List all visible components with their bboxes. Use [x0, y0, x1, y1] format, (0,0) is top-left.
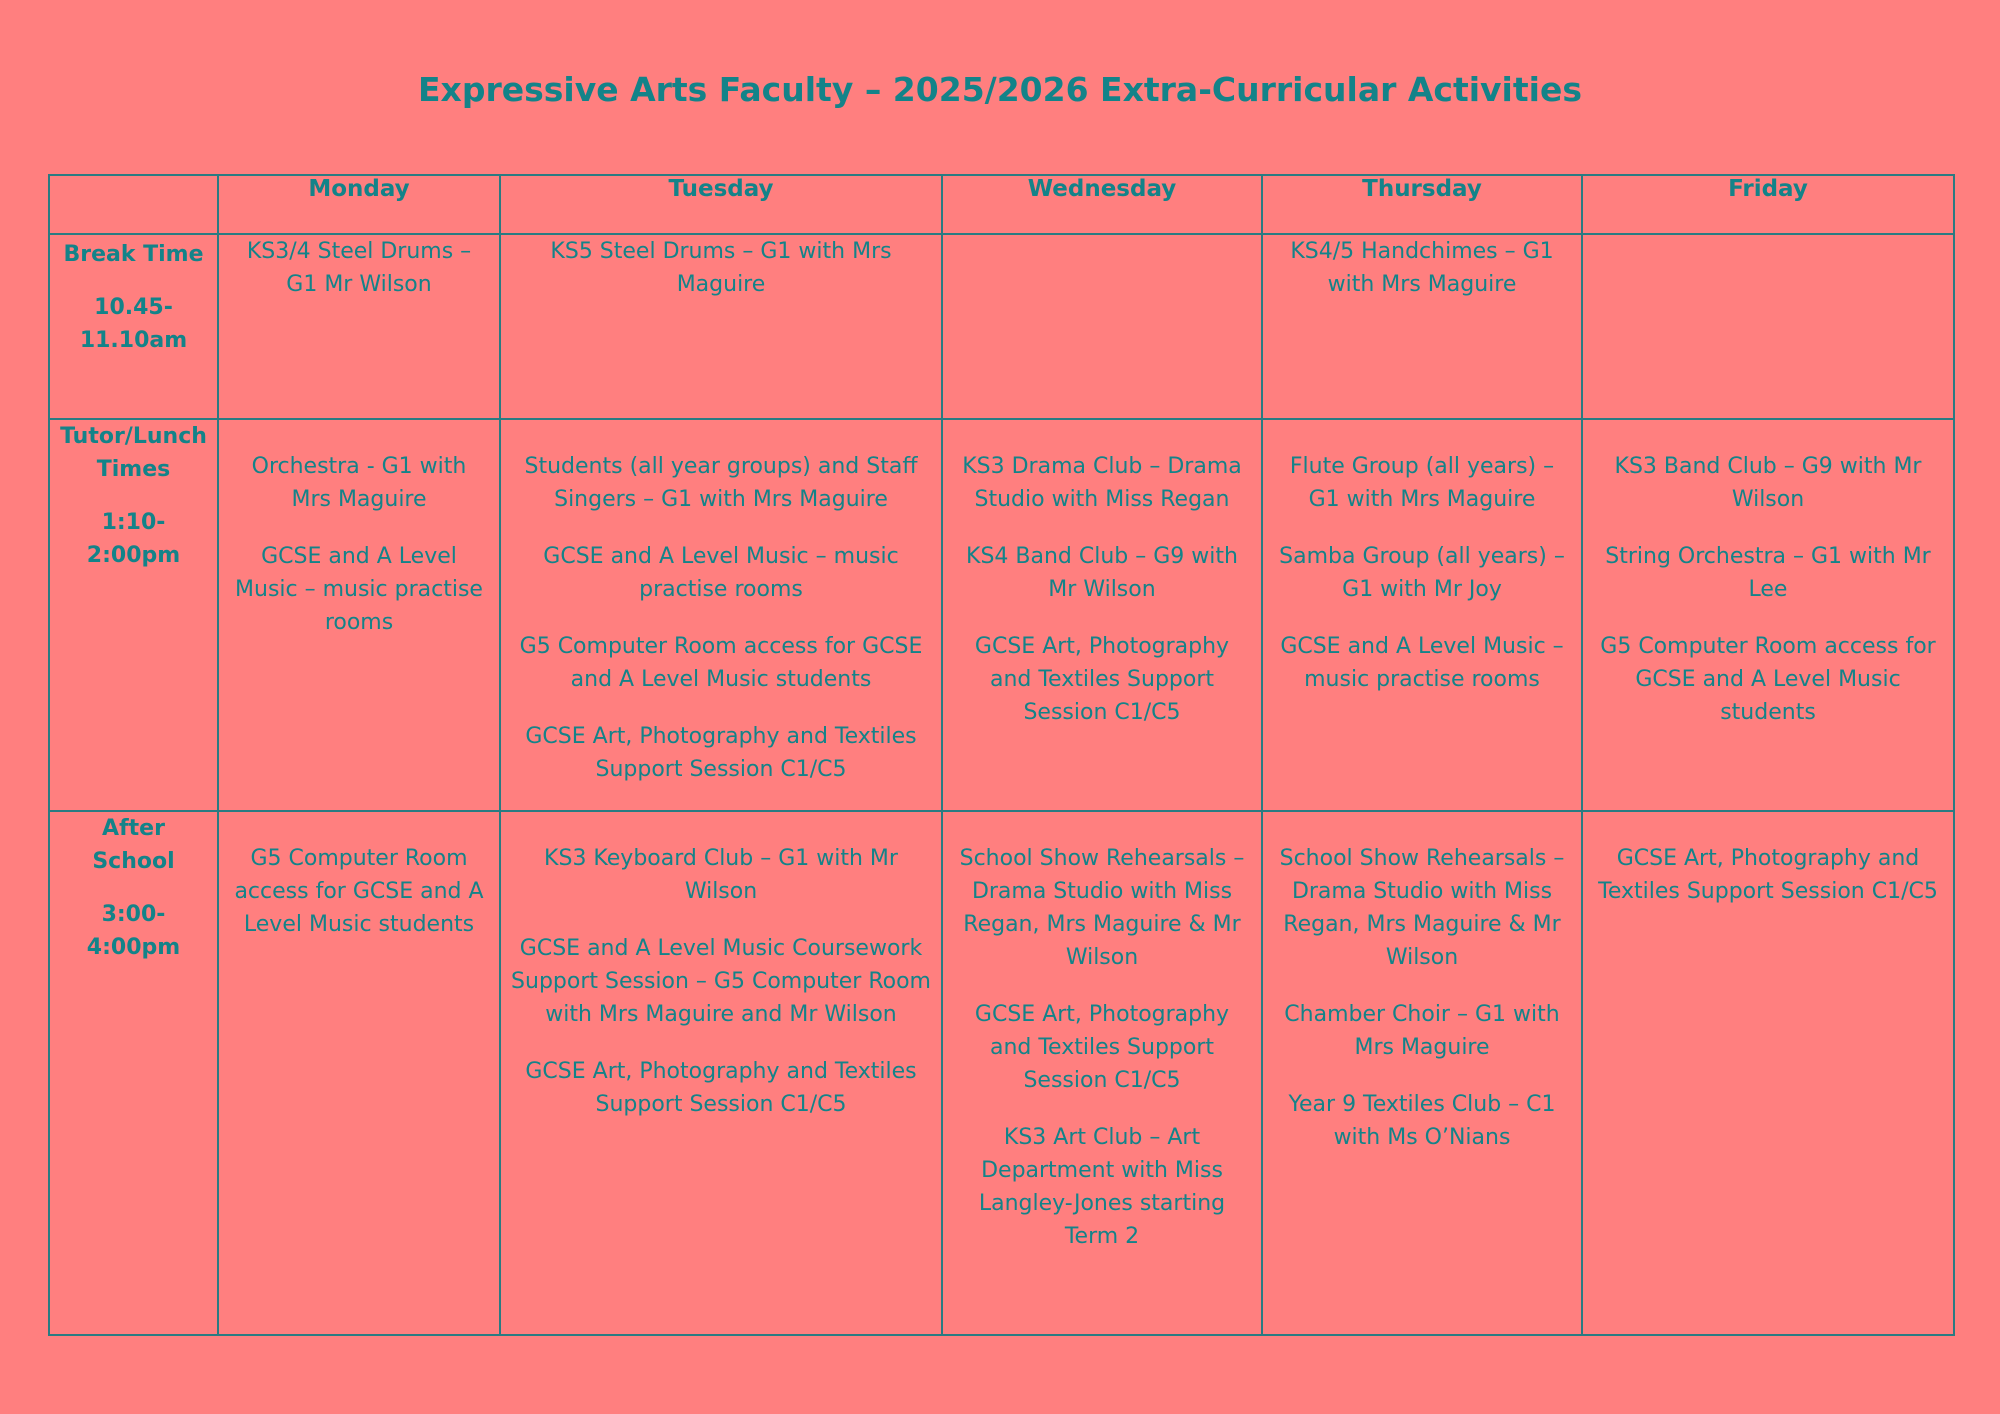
- activity-cell-tuesday: [500, 419, 942, 811]
- activity-item: KS3 Art Club – Art Department with Miss Langley-Jones starting Term 2: [978, 1125, 1226, 1249]
- day-header-friday: Friday: [1582, 175, 1954, 234]
- activity-cell-tuesday: [500, 811, 942, 1335]
- activity-cell-monday: [218, 811, 500, 1335]
- time-slot-cell: [49, 419, 218, 811]
- activity-item: KS3/4 Steel Drums – G1 Mr Wilson: [246, 239, 472, 297]
- activity-item: GCSE and A Level Music – music practise rooms: [543, 544, 899, 602]
- activity-item: KS3 Band Club – G9 with Mr Wilson: [1614, 454, 1922, 512]
- activity-item: GCSE and A Level Music – music practise rooms: [1280, 634, 1564, 692]
- day-header-wednesday: Wednesday: [942, 175, 1262, 234]
- header-row: [49, 175, 1954, 234]
- row-tutor-lunch-times: [49, 419, 1954, 811]
- activity-cell-wednesday: [942, 234, 1262, 419]
- activity-item: School Show Rehearsals – Drama Studio with Miss Regan, Mrs Maguire & Mr Wilson: [959, 846, 1245, 970]
- time-slot-time: 10.45-11.10am: [79, 295, 188, 353]
- time-slot-cell: [49, 234, 218, 419]
- activity-item: KS4 Band Club – G9 with Mr Wilson: [966, 544, 1238, 602]
- activity-cell-thursday: [1262, 811, 1582, 1335]
- activity-cell-thursday: [1262, 234, 1582, 419]
- activity-item: KS5 Steel Drums – G1 with Mrs Maguire: [550, 239, 892, 297]
- activity-item: School Show Rehearsals – Drama Studio with Miss Regan, Mrs Maguire & Mr Wilson: [1279, 846, 1565, 970]
- activity-cell-friday: [1582, 811, 1954, 1335]
- activity-item: G5 Computer Room access for GCSE and A Level Music students: [519, 634, 923, 692]
- corner-cell: [49, 175, 218, 234]
- activity-cell-thursday: [1262, 419, 1582, 811]
- activity-cell-tuesday: [500, 234, 942, 419]
- activity-item: KS3 Drama Club – Drama Studio with Miss Regan: [962, 454, 1242, 512]
- day-header-tuesday: Tuesday: [500, 175, 942, 234]
- day-header-thursday: Thursday: [1262, 175, 1582, 234]
- activity-item: GCSE Art, Photography and Textiles Support Session C1/C5: [974, 634, 1230, 725]
- row-break-time: [49, 234, 1954, 419]
- time-slot-label: Break Time: [63, 242, 204, 267]
- activity-item: G5 Computer Room access for GCSE and A Level Music students: [234, 846, 484, 937]
- activities-timetable: [48, 174, 1955, 1336]
- activity-cell-monday: [218, 419, 500, 811]
- activity-item: Flute Group (all years) – G1 with Mrs Maguire: [1289, 454, 1555, 512]
- activity-item: GCSE and A Level Music Coursework Support Session – G5 Computer Room with Mrs Maguire and Mr Wilson: [511, 936, 931, 1027]
- activity-cell-friday: [1582, 234, 1954, 419]
- activity-item: String Orchestra – G1 with Mr Lee: [1605, 544, 1931, 602]
- activity-cell-wednesday: [942, 811, 1262, 1335]
- activity-item: Orchestra - G1 with Mrs Maguire: [251, 454, 467, 512]
- activity-item: G5 Computer Room access for GCSE and A Level Music students: [1600, 634, 1936, 725]
- activity-item: Year 9 Textiles Club – C1 with Ms O’Nians: [1288, 1092, 1556, 1150]
- activity-cell-friday: [1582, 419, 1954, 811]
- activity-cell-monday: [218, 234, 500, 419]
- time-slot-time: 3:00-4:00pm: [86, 902, 181, 960]
- time-slot-label: After School: [92, 816, 175, 874]
- activity-item: Students (all year groups) and Staff Singers – G1 with Mrs Maguire: [524, 454, 918, 512]
- activity-item: GCSE and A Level Music – music practise rooms: [235, 544, 483, 635]
- time-slot-label: Tutor/Lunch Times: [60, 424, 207, 482]
- time-slot-time: 1:10-2:00pm: [86, 510, 181, 568]
- activity-item: Chamber Choir – G1 with Mrs Maguire: [1284, 1002, 1560, 1060]
- row-after-school: [49, 811, 1954, 1335]
- activity-item: Samba Group (all years) – G1 with Mr Joy: [1279, 544, 1565, 602]
- activity-item: GCSE Art, Photography and Textiles Support Session C1/C5: [525, 724, 917, 782]
- time-slot-cell: [49, 811, 218, 1335]
- activity-item: KS4/5 Handchimes – G1 with Mrs Maguire: [1290, 239, 1554, 297]
- activity-item: GCSE Art, Photography and Textiles Support Session C1/C5: [1598, 846, 1938, 904]
- day-header-monday: Monday: [218, 175, 500, 234]
- page-title: Expressive Arts Faculty – 2025/2026 Extra-Curricular Activities: [418, 70, 1582, 109]
- activity-item: GCSE Art, Photography and Textiles Support Session C1/C5: [525, 1059, 917, 1117]
- activity-item: KS3 Keyboard Club – G1 with Mr Wilson: [544, 846, 898, 904]
- activity-item: GCSE Art, Photography and Textiles Support Session C1/C5: [974, 1002, 1230, 1093]
- activity-cell-wednesday: [942, 419, 1262, 811]
